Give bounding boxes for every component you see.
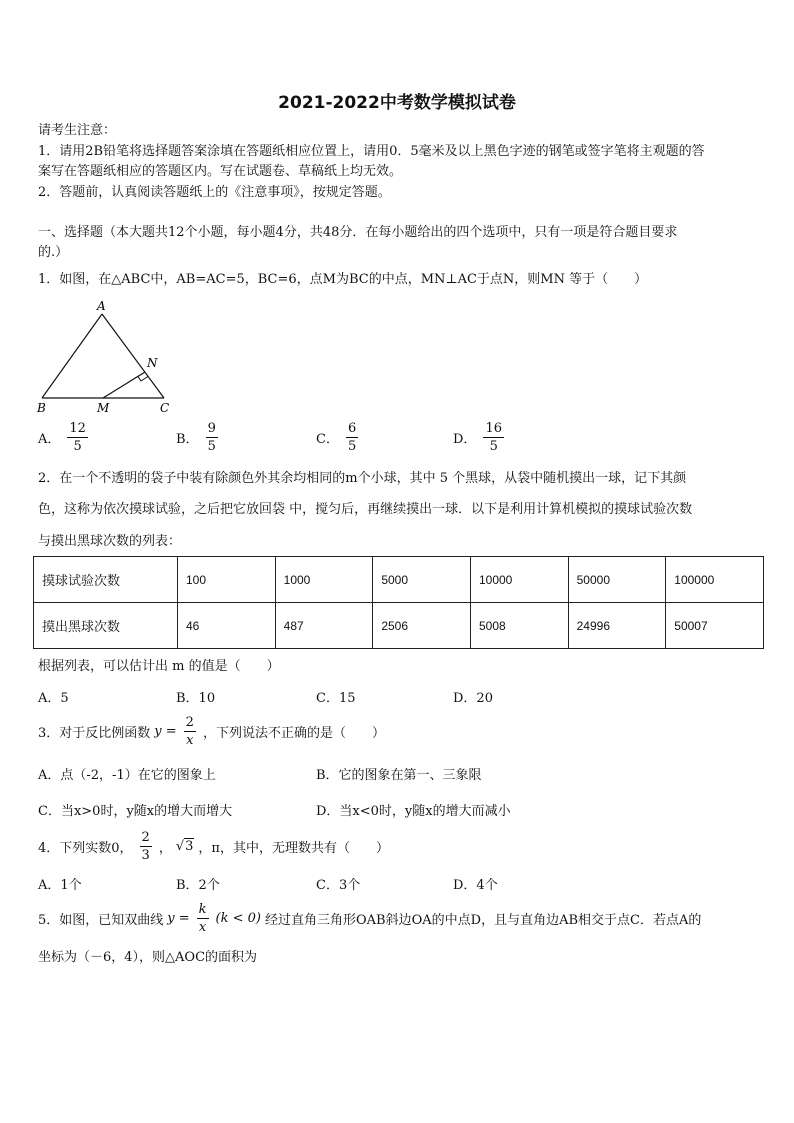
question-2-option-b[interactable]: B．10 (176, 691, 216, 706)
option-letter: A． (38, 432, 61, 447)
option-letter: C． (316, 432, 339, 447)
triangle-figure (34, 298, 184, 418)
fraction: $\frac{k}{x}$ (198, 902, 207, 935)
table-cell: 2506 (373, 603, 471, 649)
notice-heading: 请考生注意： (38, 123, 117, 138)
question-4-option-d[interactable]: D．4个 (453, 878, 498, 893)
table-cell: 5008 (470, 603, 568, 649)
question-2-option-d[interactable]: D．20 (453, 691, 493, 706)
trial-data-table (33, 556, 764, 649)
question-5-line-2: 坐标为（－6，4），则△AOC的面积为 (38, 950, 258, 965)
table-cell: 487 (275, 603, 373, 649)
option-letter: B． (176, 432, 199, 447)
table-cell: 10000 (470, 557, 568, 603)
question-3-option-a[interactable]: A．点（-2，-1）在它的图象上 (38, 768, 216, 783)
point-label-n: N (147, 356, 158, 370)
question-3-option-c[interactable]: C．当x>0时，y随x的增大而增大 (38, 804, 233, 819)
table-row (34, 603, 764, 649)
question-1-option-c[interactable] (316, 422, 361, 453)
question-4-stem (38, 831, 389, 862)
table-cell: 46 (178, 603, 276, 649)
question-3-stem (38, 716, 385, 747)
table-cell: 24996 (568, 603, 666, 649)
table-row-header: 摸球试验次数 (34, 557, 178, 603)
question-2-line-1: 2．在一个不透明的袋子中装有除颜色外其余均相同的m个小球，其中 5 个黑球，从袋中随机摸出一球，记下其颜 (38, 471, 687, 486)
table-cell: 50007 (666, 603, 764, 649)
section-1-heading-line-2: 的.） (38, 245, 69, 260)
condition: (k < 0) (215, 911, 261, 926)
segment-ab (42, 314, 102, 398)
fraction: $\frac{2}{x}$ (185, 715, 194, 748)
question-4-rest: ，π，其中，无理数共有（ ） (198, 841, 389, 856)
table-row (34, 557, 764, 603)
table-cell: 1000 (275, 557, 373, 603)
table-cell: 50000 (568, 557, 666, 603)
fraction: $\frac{16}{5}$ (485, 421, 502, 454)
separator: ， (158, 841, 172, 856)
fraction: $\frac{2}{3}$ (141, 830, 150, 863)
section-1-heading-line-1: 一、选择题（本大题共12个小题，每小题4分，共48分．在每小题给出的四个选项中，只有一项是符合题目要求 (38, 225, 678, 240)
question-4-option-a[interactable]: A．1个 (38, 878, 82, 893)
fraction: $\frac{12}{5}$ (69, 421, 86, 454)
question-1-option-a[interactable] (38, 422, 91, 453)
question-5-suffix: 经过直角三角形OAB斜边OA的中点D，且与直角边AB相交于点C．若点A的 (265, 913, 702, 928)
question-4-prefix: 4．下列实数0， (38, 841, 133, 856)
notice-item-1-line-1: 1．请用2B铅笔将选择题答案涂填在答题纸相应位置上，请用0．5毫米及以上黑色字迹的钢笔或签字笔将主观题的答 (38, 144, 705, 159)
table-cell: 100000 (666, 557, 764, 603)
right-angle-mark (138, 377, 148, 382)
question-5-prefix: 5．如图，已知双曲线 (38, 913, 164, 928)
table-cell: 5000 (373, 557, 471, 603)
question-2-line-2: 色，这称为依次摸球试验，之后把它放回袋 中，搅匀后，再继续摸出一球．以下是利用计算机模拟的摸球试验次数 (38, 502, 693, 517)
function-y: y = (154, 724, 177, 739)
square-root: √3 (175, 839, 194, 854)
table-row-header: 摸出黑球次数 (34, 603, 178, 649)
question-2-option-c[interactable]: C．15 (316, 691, 356, 706)
question-4-option-b[interactable]: B．2个 (176, 878, 220, 893)
notice-item-1-line-2: 案写在答题纸相应的答题区内。写在试题卷、草稿纸上均无效。 (38, 164, 403, 179)
question-3-suffix: ，下列说法不正确的是（ ） (202, 726, 385, 741)
question-2-option-a[interactable]: A．5 (38, 691, 69, 706)
question-2-prompt: 根据列表，可以估计出 m 的值是（ ） (38, 659, 280, 674)
question-1-option-d[interactable] (453, 422, 507, 453)
question-5-stem (38, 903, 701, 934)
question-2-line-3: 与摸出黑球次数的列表： (38, 534, 182, 549)
fraction: $\frac{6}{5}$ (347, 421, 357, 454)
table-cell: 100 (178, 557, 276, 603)
radical-sign-icon: √ (175, 839, 185, 854)
vertex-label-b: B (37, 401, 46, 415)
notice-item-2: 2．答题前，认真阅读答题纸上的《注意事项》，按规定答题。 (38, 185, 391, 200)
segment-mn (103, 372, 145, 398)
vertex-label-a: A (97, 299, 106, 313)
option-letter: D． (453, 432, 477, 447)
question-3-option-b[interactable]: B．它的图象在第一、三象限 (316, 768, 482, 783)
question-3-prefix: 3．对于反比例函数 (38, 726, 151, 741)
question-3-option-d[interactable]: D．当x<0时，y随x的增大而减小 (316, 804, 511, 819)
fraction: $\frac{9}{5}$ (207, 421, 216, 454)
page-title: 2021-2022中考数学模拟试卷 (278, 93, 516, 113)
point-label-m: M (97, 401, 110, 415)
question-1-text: 1．如图，在△ABC中，AB=AC=5，BC=6，点M为BC的中点，MN⊥AC于点N，则MN 等于（ ） (38, 272, 648, 287)
function-y: y = (167, 911, 190, 926)
vertex-label-c: C (160, 401, 170, 415)
question-1-option-b[interactable] (176, 422, 221, 453)
question-4-option-c[interactable]: C．3个 (316, 878, 361, 893)
